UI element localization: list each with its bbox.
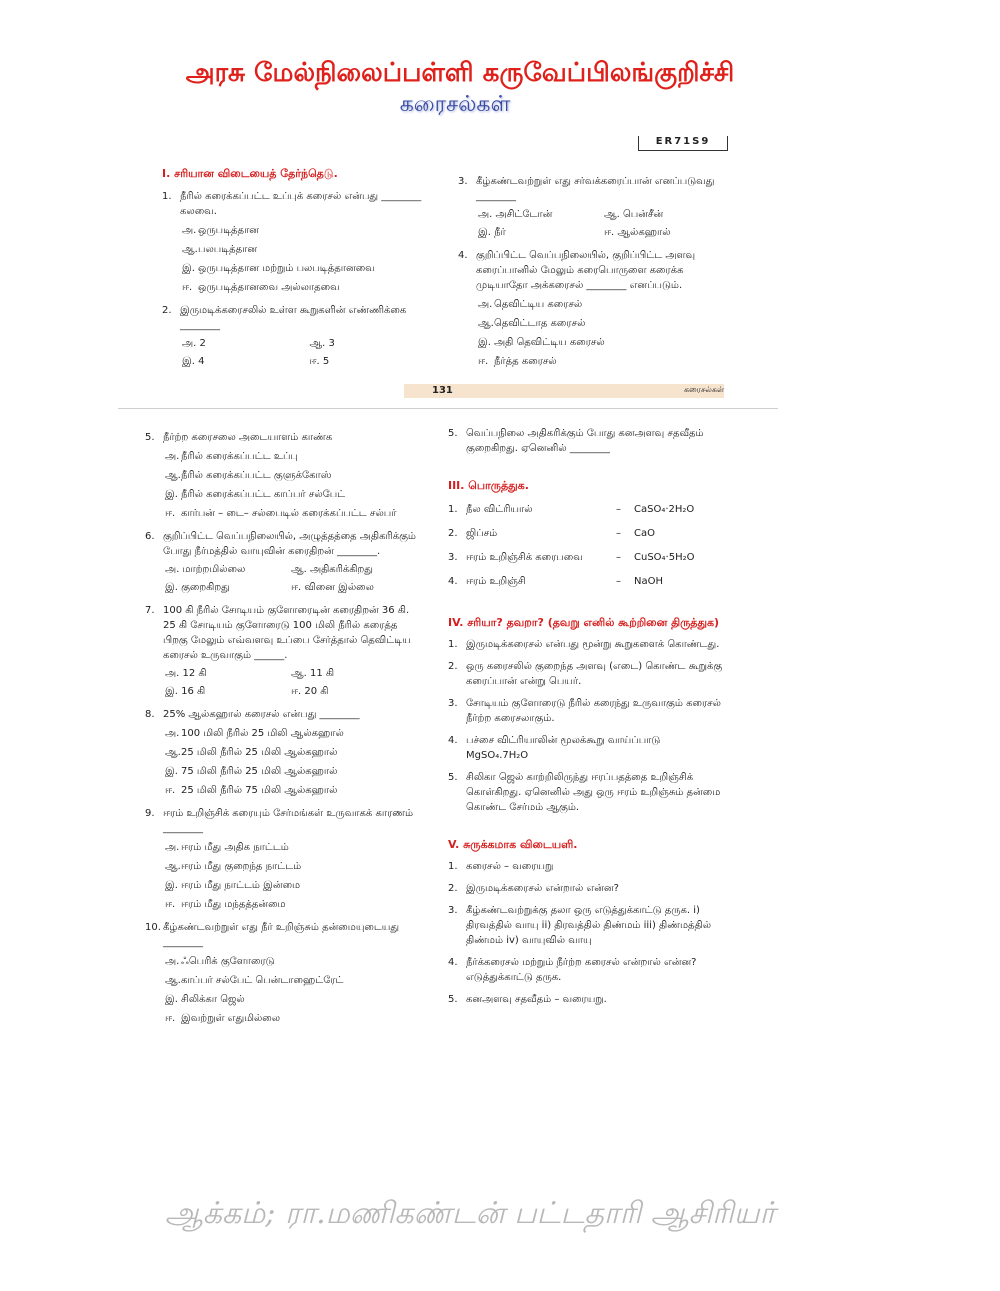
option: இ. 4 (182, 356, 205, 367)
question-item (458, 248, 730, 369)
question-item (145, 529, 417, 595)
question-text: இருமடிக்கரைசலில் உள்ள கூறுகளின் எண்ணிக்கை ________ (180, 305, 407, 331)
subject-title: கரைசல்கள் (399, 92, 511, 117)
match-dash: – (616, 504, 621, 515)
item-number: 4. (448, 735, 458, 746)
option-marker: ஈ. (165, 508, 176, 519)
option-text: ஒருபடித்தானவை அல்லாதவை (198, 282, 340, 293)
item-number: 2. (448, 661, 458, 672)
option: இ. நீர் (478, 227, 506, 238)
match-dash: – (616, 528, 621, 539)
true-false-item (448, 659, 723, 689)
question-row (145, 920, 417, 950)
item-number: 5. (448, 994, 458, 1005)
option: அ. 2 (182, 338, 206, 349)
item-text: கனஅளவு சதவீதம் – வரையறு. (466, 994, 607, 1005)
question-number: 10. (145, 922, 161, 933)
match-number: 1. (448, 504, 458, 515)
match-number: 3. (448, 552, 458, 563)
option (165, 726, 417, 741)
item-text: கீழ்கண்டவற்றுக்கு தலா ஒரு எடுத்துக்காட்டு தருக. i) திரவத்தில் வாயு ii) திரவத்தில் திண்மம் iii) திண்மத்தில் திண்மம் iv) வாயுவில் வாயு (466, 905, 711, 946)
match-right: CaO (634, 528, 655, 539)
option (165, 745, 417, 760)
item-text: சோடியம் குளோரைடு நீரில் கரைந்து உருவாகும் கரைசல் நீர்ற்ற கரைசலாகும். (466, 698, 721, 724)
option-marker: அ. (165, 728, 180, 739)
option-text: தெவிட்டாத கரைசல் (494, 318, 586, 329)
question-number: 6. (145, 531, 155, 542)
question-row (162, 303, 437, 333)
item-text: சிலிகா ஜெல் காற்றிலிருந்து ஈரப்பதத்தை உறிஞ்சிக் கொள்கிறது. ஏனெனில் அது ஒரு ஈரம் உறிஞ்சும் தன்மை கொண்ட சேர்மம் ஆகும். (466, 772, 721, 813)
question-text: நீர்ற்ற கரைசலை அடையாளம் காண்க (163, 432, 333, 443)
question-item (145, 806, 417, 912)
option (165, 1011, 417, 1026)
short-answer-item (448, 881, 723, 896)
match-left: ஜிப்சம் (466, 528, 498, 539)
true-false-item (448, 637, 723, 652)
item-text: பச்சை விட்ரியாலின் மூலக்கூறு வாய்ப்பாடு MgSO₄.7H₂O (466, 735, 661, 761)
match-right: NaOH (634, 576, 663, 587)
short-answer-item (448, 859, 723, 874)
option-marker: ஆ. (165, 861, 181, 872)
option-marker: ஈ. (165, 899, 176, 910)
question-text: கீழ்கண்டவற்றுள் எது நீர் உறிஞ்சும் தன்மையுடையது ________ (163, 922, 400, 948)
option-text: ஈரம் மீது நாட்டம் இன்மை (181, 880, 301, 891)
option: ஆ. பென்சீன் (604, 209, 664, 220)
section1-top-right (458, 166, 730, 369)
question-row (145, 806, 417, 836)
options-grid (165, 663, 417, 699)
option (165, 954, 417, 969)
option-marker: ஈ. (478, 356, 489, 367)
option-marker: அ. (165, 451, 180, 462)
item-number: 3. (448, 698, 458, 709)
option: ஈ. வினை இல்லை (291, 582, 374, 593)
option-marker: ஈ. (182, 282, 193, 293)
page-divider (118, 408, 778, 409)
question-item (145, 920, 417, 1026)
school-title: அரசு மேல்நிலைப்பள்ளி கருவேப்பிலங்குறிச்சி (185, 58, 735, 88)
option-marker: இ. (182, 263, 195, 274)
option: ஈ. 20 கி (291, 686, 329, 697)
match-right: CaSO₄·2H₂O (634, 504, 695, 515)
question-row (145, 529, 417, 559)
option-marker: இ. (165, 766, 178, 777)
question-row (145, 430, 417, 445)
option (478, 335, 730, 350)
item-text: இருமடிக்கரைசல் என்றால் என்ன? (466, 883, 619, 894)
question-text: 25% ஆல்கஹால் கரைசல் என்பது ________ (163, 709, 360, 720)
option-text: 25 மிலி நீரில் 25 மிலி ஆல்கஹால் (181, 747, 338, 758)
match-row (448, 526, 723, 541)
match-row (448, 550, 723, 565)
option (165, 973, 417, 988)
option (165, 764, 417, 779)
true-false-item (448, 733, 723, 763)
item-text: ஒரு கரைசலில் குறைந்த அளவு (எடை) கொண்ட கூறுக்கு கரைப்பான் என்று பெயர். (466, 661, 723, 687)
option-marker: இ. (165, 489, 178, 500)
option (478, 316, 730, 331)
option (165, 859, 417, 874)
question-number: 5. (448, 428, 458, 439)
question-number: 9. (145, 808, 155, 819)
option: ஆ. 3 (309, 338, 335, 349)
question-row (458, 174, 730, 204)
match-left: ஈரம் உறிஞ்சி (466, 576, 526, 587)
page-chapter-label: கரைசல்கள் (684, 385, 725, 394)
author-credit: ஆக்கம்; ரா.மணிகண்டன் பட்டதாரி ஆசிரியர் (164, 1196, 776, 1231)
question-number: 4. (458, 250, 468, 261)
question-item (145, 603, 417, 699)
option: அ. அசிட்டோன் (478, 209, 553, 220)
option-text: கார்பன் – டை– சல்பைடில் கரைக்கப்பட்ட சல்பர் (181, 508, 397, 519)
match-dash: – (616, 552, 621, 563)
section1-top-left (162, 166, 437, 369)
question-number: 3. (458, 176, 468, 187)
option-marker: இ. (165, 994, 178, 1005)
item-number: 1. (448, 861, 458, 872)
option-text: நீரில் கரைக்கப்பட்ட உப்பு (181, 451, 298, 462)
section3-title: III. பொருத்துக. (448, 479, 529, 492)
question-text: குறிப்பிட்ட வெப்பநிலையில், அழுத்தத்தை அதிகரிக்கும் போது நீர்மத்தில் வாயுவின் கரைதிறன் ________. (163, 531, 416, 557)
option (165, 878, 417, 893)
option: அ. 12 கி (165, 668, 207, 679)
question-row (162, 189, 437, 219)
match-row (448, 502, 723, 517)
option-marker: ஆ. (165, 975, 181, 986)
extra-question (448, 426, 723, 456)
option-marker: இ. (478, 337, 491, 348)
question-row (145, 707, 417, 722)
question-number: 2. (162, 305, 172, 316)
option (165, 468, 417, 483)
option-marker: ஈ. (165, 1013, 176, 1024)
option-text: ஈரம் மீது குறைந்த நாட்டம் (181, 861, 302, 872)
section4-title: IV. சரியா? தவறா? (தவறு எனில் கூற்றினை திருத்துக) (448, 616, 720, 629)
options-grid (182, 333, 437, 369)
option (182, 261, 437, 276)
item-number: 4. (448, 957, 458, 968)
options-grid (478, 204, 730, 240)
option (165, 506, 417, 521)
match-right: CuSO₄·5H₂O (634, 552, 695, 563)
option (165, 840, 417, 855)
option (165, 487, 417, 502)
option-text: நீரில் கரைக்கப்பட்ட குளுக்கோஸ் (181, 470, 332, 481)
option: ஆ. 11 கி (291, 668, 335, 679)
option (165, 897, 417, 912)
option: ஈ. 5 (309, 356, 330, 367)
question-number: 8. (145, 709, 155, 720)
option (182, 280, 437, 295)
option-marker: ஈ. (165, 785, 176, 796)
option-text: சிலிக்கா ஜெல் (181, 994, 245, 1005)
option (165, 449, 417, 464)
option-text: நீரில் கரைக்கப்பட்ட காப்பர் சல்பேட் (181, 489, 346, 500)
item-text: கரைசல் – வரையறு (466, 861, 554, 872)
question-item (162, 303, 437, 369)
option: ஆ. அதிகரிக்கிறது (291, 564, 373, 575)
option: இ. குறைகிறது (165, 582, 230, 593)
option-text: 75 மிலி நீரில் 25 மிலி ஆல்கஹால் (181, 766, 338, 777)
match-number: 2. (448, 528, 458, 539)
option (165, 992, 417, 1007)
question-number: 7. (145, 605, 155, 616)
match-left: ஈரம் உறிஞ்சிக் கரைபவை (466, 552, 583, 563)
option-text: ஒருபடித்தான மற்றும் பலபடித்தானவை (198, 263, 375, 274)
option-text: ஈரம் மீது மந்தத்தன்மை (181, 899, 286, 910)
question-item (145, 430, 417, 521)
option-marker: ஆ. (182, 244, 198, 255)
match-number: 4. (448, 576, 458, 587)
short-answer-item (448, 955, 723, 985)
short-answer-item (448, 903, 723, 948)
short-answer-item (448, 992, 723, 1007)
option-marker: அ. (478, 299, 493, 310)
option-marker: அ. (165, 956, 180, 967)
option-text: 25 மிலி நீரில் 75 மிலி ஆல்கஹால் (181, 785, 338, 796)
question-item (145, 707, 417, 798)
option-marker: ஆ. (478, 318, 494, 329)
section-bottom-right (448, 422, 723, 1007)
question-item (458, 174, 730, 240)
option-text: 100 மிலி நீரில் 25 மிலி ஆல்கஹால் (181, 728, 344, 739)
option (478, 297, 730, 312)
item-number: 1. (448, 639, 458, 650)
question-number: 1. (162, 191, 172, 202)
question-text: நீரில் கரைக்கப்பட்ட உப்புக் கரைசல் என்பது ________ கலவை. (180, 191, 422, 217)
question-text: 100 கி நீரில் சோடியம் குளோரைடின் கரைதிறன் 36 கி. 25 கி சோடியம் குளோரைடு 100 மிலி நீரில் கரைத்த பிறகு மேலும் எவ்வளவு உப்பை சேர்த்தால் தெவிட்டிய கரைசல் உருவாகும் ______. (163, 605, 411, 661)
item-number: 3. (448, 905, 458, 916)
option (182, 223, 437, 238)
page-number: 131 (432, 385, 453, 396)
section1-bottom-left (145, 422, 417, 1026)
option: இ. 16 கி (165, 686, 206, 697)
question-text: கீழ்கண்டவற்றுள் எது சர்வக்கரைப்பான் எனப்படுவது ________ (476, 176, 715, 202)
option-text: ஃபெரிக் குளோரைடு (181, 956, 275, 967)
option-text: ஒருபடித்தான (198, 225, 259, 236)
option (478, 354, 730, 369)
question-text: ஈரம் உறிஞ்சிக் கரையும் சேர்மங்கள் உருவாகக் காரணம் ________ (163, 808, 414, 834)
option-marker: ஆ. (165, 470, 181, 481)
section5-title: V. சுருக்கமாக விடையளி. (448, 838, 578, 851)
section1-title: I. சரியான விடையைத் தேர்ந்தெடு. (162, 167, 338, 180)
match-dash: – (616, 576, 621, 587)
option-text: ஈரம் மீது அதிக நாட்டம் (181, 842, 289, 853)
option-text: பலபடித்தான (198, 244, 258, 255)
question-number: 5. (145, 432, 155, 443)
option-text: தெவிட்டிய கரைசல் (494, 299, 583, 310)
option-text: நீர்த்த கரைசல் (494, 356, 557, 367)
question-text: குறிப்பிட்ட வெப்பநிலையில், குறிப்பிட்ட அளவு கரைப்பானில் மேலும் கரைபொருளை கரைக்க முடியாதோ அக்கரைசல் ________ எனப்படும். (476, 250, 696, 291)
option (182, 242, 437, 257)
worksheet-code: ER71S9 (638, 136, 728, 151)
option (165, 783, 417, 798)
option-marker: அ. (165, 842, 180, 853)
question-item (162, 189, 437, 295)
match-left: நீல விட்ரியால் (466, 504, 533, 515)
question-text: வெப்பநிலை அதிகரிக்கும் போது கனஅளவு சதவீதம் குறைகிறது. ஏனெனில் ________ (466, 428, 704, 454)
option: ஈ. ஆல்கஹால் (604, 227, 671, 238)
options-grid (165, 559, 417, 595)
option: அ. மாற்றமில்லை (165, 564, 246, 575)
item-text: நீர்க்கரைசல் மற்றும் நீர்ற்ற கரைசல் என்றால் என்ன? எடுத்துக்காட்டு தருக. (466, 957, 697, 983)
option-text: அதி தெவிட்டிய கரைசல் (494, 337, 605, 348)
item-text: இருமடிக்கரைசல் என்பது மூன்று கூறுகளைக் கொண்டது. (466, 639, 720, 650)
question-row (145, 603, 417, 663)
item-number: 5. (448, 772, 458, 783)
item-number: 2. (448, 883, 458, 894)
true-false-item (448, 770, 723, 815)
option-text: காப்பர் சல்பேட் பென்டாஹைட்ரேட் (181, 975, 344, 986)
option-marker: அ. (182, 225, 197, 236)
true-false-item (448, 696, 723, 726)
question-row (458, 248, 730, 293)
option-marker: ஆ. (165, 747, 181, 758)
option-marker: இ. (165, 880, 178, 891)
option-text: இவற்றுள் எதுமில்லை (181, 1013, 281, 1024)
match-row (448, 574, 723, 589)
